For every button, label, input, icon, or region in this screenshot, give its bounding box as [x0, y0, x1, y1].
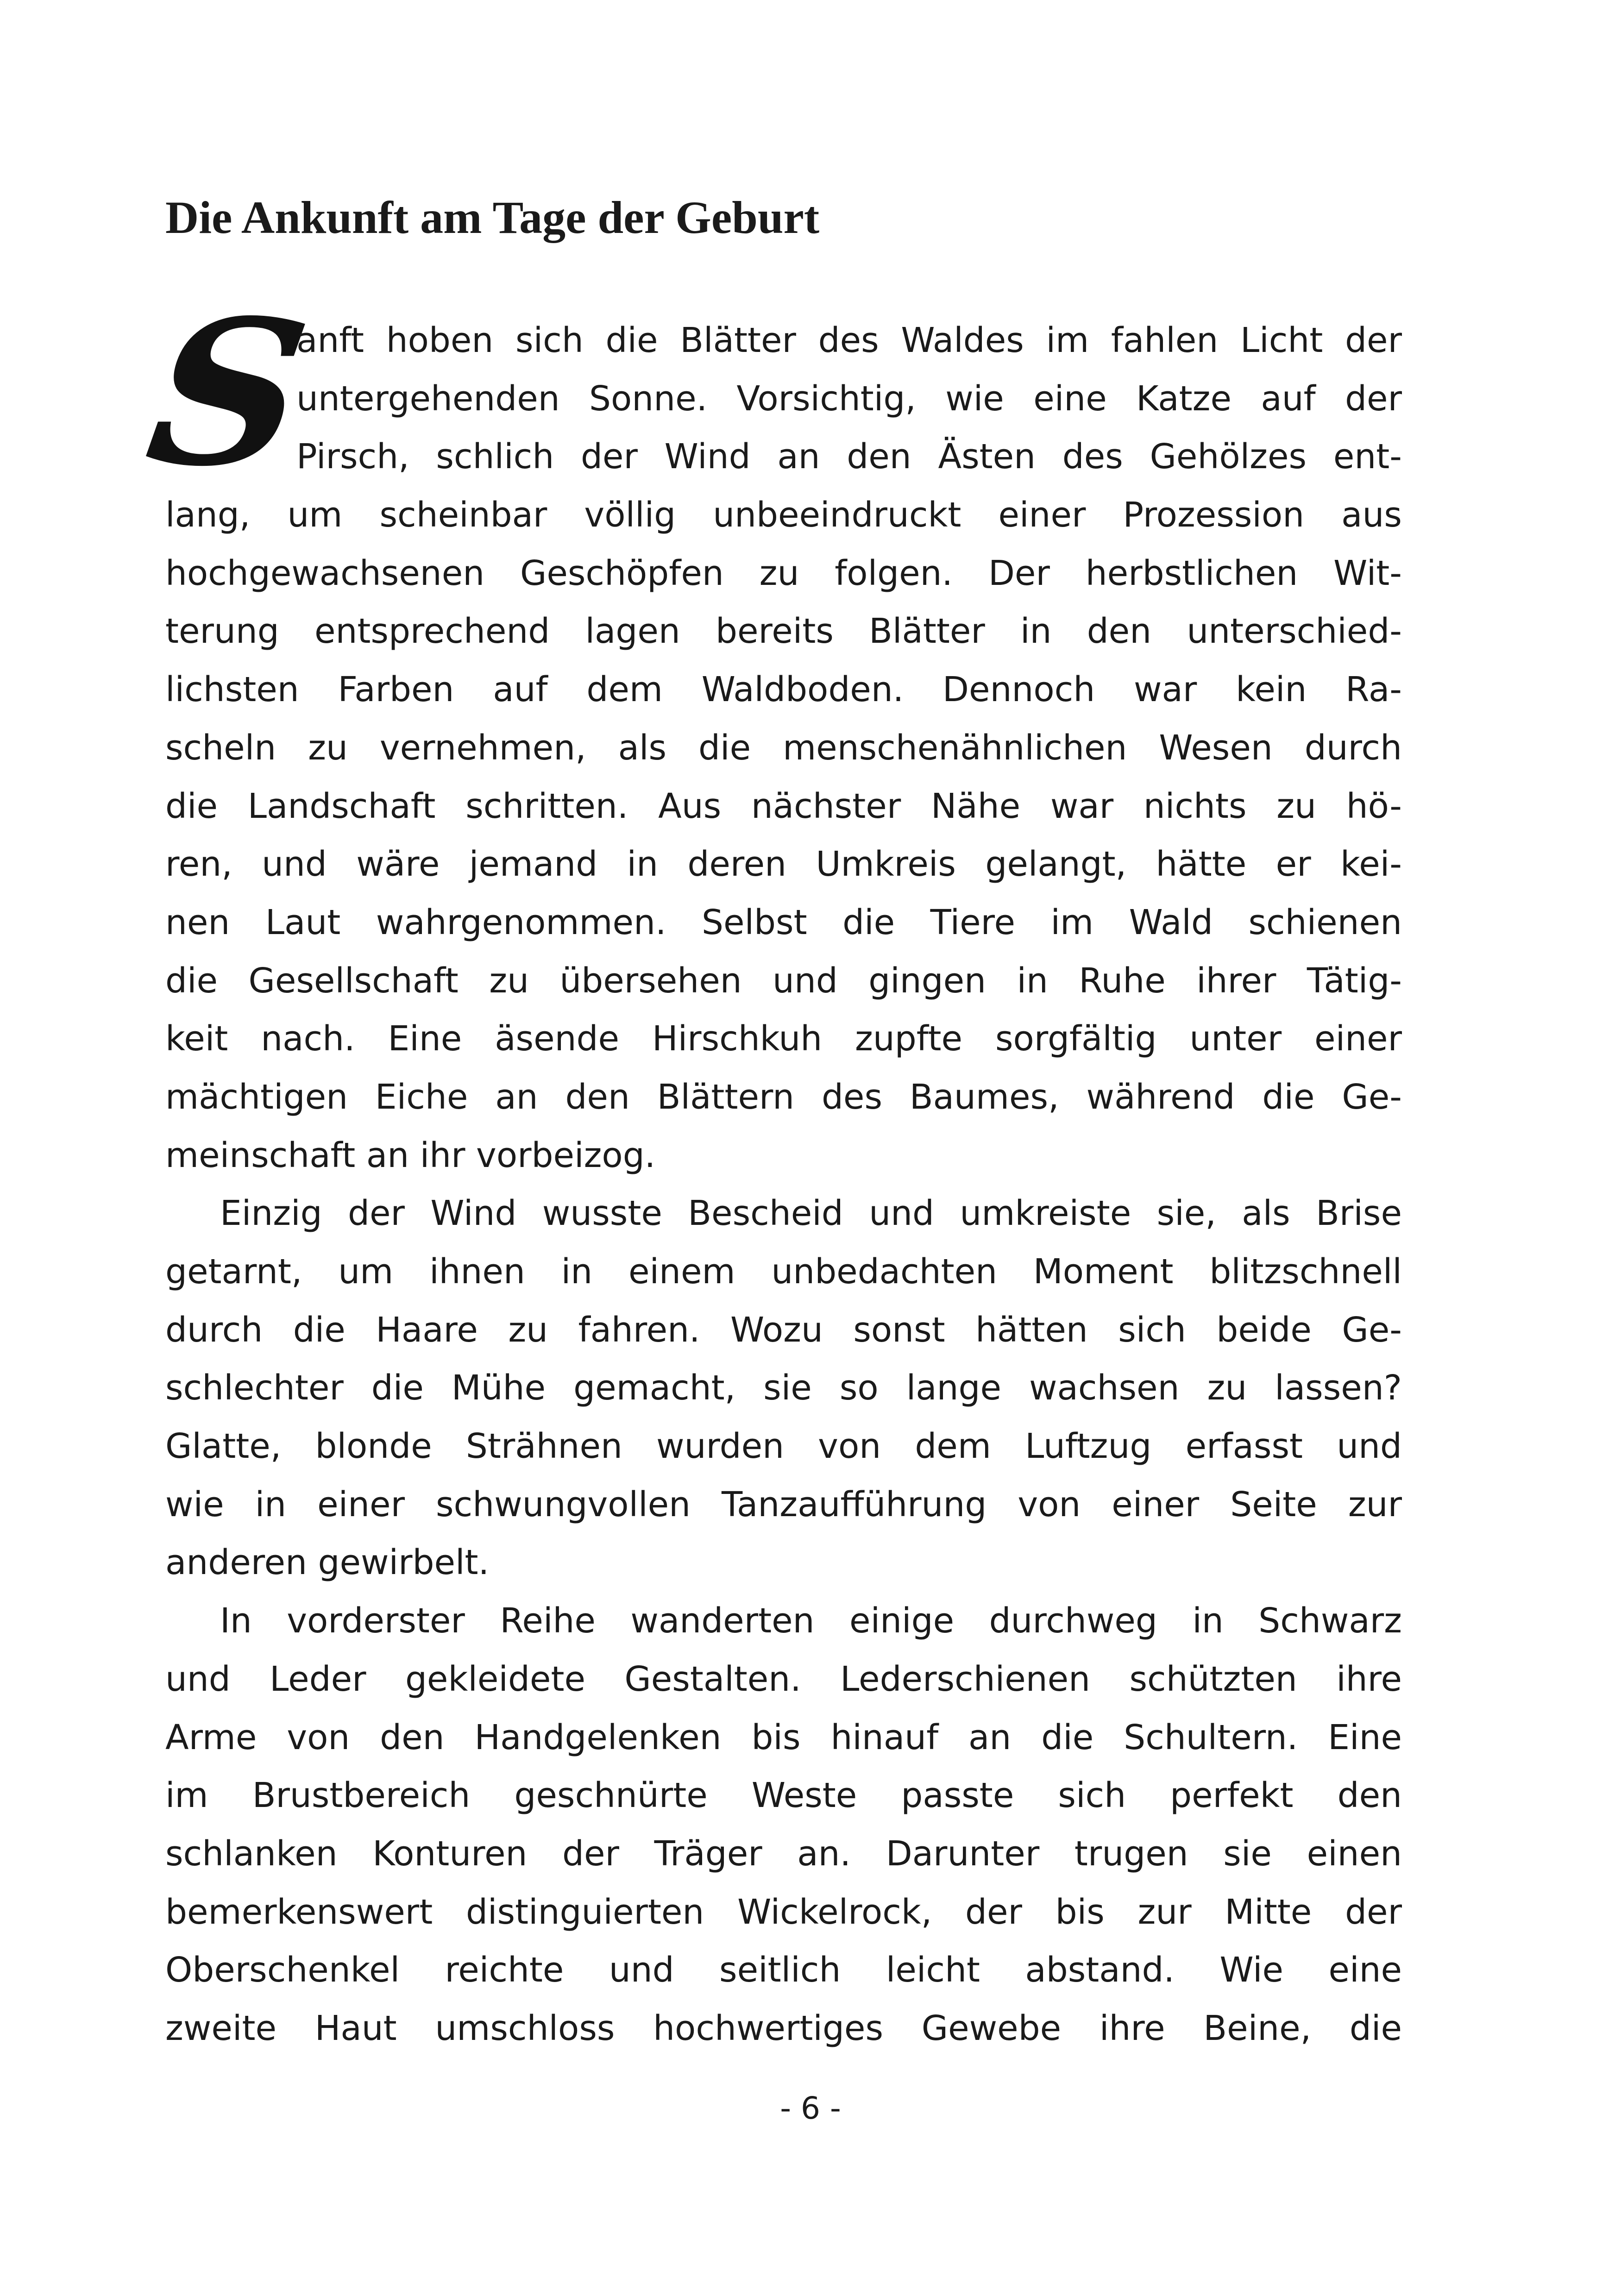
text-line: lang, um scheinbar völlig unbeeindruckt einer Prozession aus — [165, 495, 1402, 535]
drop-cap: S — [135, 276, 321, 510]
text-line: wie in einer schwungvollen Tanzaufführung von einer Seite zur — [165, 1484, 1402, 1524]
text-line: anderen gewirbelt. — [165, 1543, 490, 1583]
text-line: lichsten Farben auf dem Waldboden. Dennoch war kein Ra- — [165, 670, 1402, 710]
text-line: ren, und wäre jemand in deren Umkreis gelangt, hätte er kei- — [165, 844, 1402, 885]
text-line: getarnt, um ihnen in einem unbedachten Moment blitzschnell — [165, 1252, 1402, 1292]
text-line: Glatte, blonde Strähnen wurden von dem Luftzug erfasst und — [165, 1426, 1402, 1467]
text-line: meinschaft an ihr vorbeizog. — [165, 1135, 656, 1175]
chapter-title: Die Ankunft am Tage der Geburt — [165, 192, 820, 243]
text-line: bemerkenswert distinguierten Wickelrock, der bis zur Mitte der — [165, 1892, 1402, 1932]
text-line: durch die Haare zu fahren. Wozu sonst hätten sich beide Ge- — [165, 1310, 1402, 1350]
text-line: In vorderster Reihe wanderten einige durchweg in Schwarz — [220, 1601, 1402, 1641]
text-line: Einzig der Wind wusste Bescheid und umkreiste sie, als Brise — [220, 1193, 1402, 1234]
text-line: zweite Haut umschloss hochwertiges Gewebe ihre Beine, die — [165, 2008, 1402, 2048]
text-line: nen Laut wahrgenommen. Selbst die Tiere im Wald schienen — [165, 902, 1402, 942]
text-line: die Gesellschaft zu übersehen und gingen in Ruhe ihrer Tätig- — [165, 960, 1402, 1001]
page-number: - 6 - — [780, 2090, 841, 2126]
body-text — [165, 312, 1402, 2058]
text-line: die Landschaft schritten. Aus nächster Nähe war nichts zu hö- — [165, 786, 1402, 826]
text-line: scheln zu vernehmen, als die menschenähnlichen Wesen durch — [165, 728, 1402, 768]
text-line: terung entsprechend lagen bereits Blätter in den unterschied- — [165, 611, 1402, 652]
text-line: schlanken Konturen der Träger an. Darunter trugen sie einen — [165, 1833, 1402, 1874]
text-line: Oberschenkel reichte und seitlich leicht abstand. Wie eine — [165, 1950, 1402, 1990]
text-line: und Leder gekleidete Gestalten. Lederschienen schützten ihre — [165, 1659, 1402, 1699]
text-line: anft hoben sich die Blätter des Waldes im fahlen Licht der — [296, 320, 1402, 360]
text-line: im Brustbereich geschnürte Weste passte sich perfekt den — [165, 1775, 1402, 1816]
text-line: Arme von den Handgelenken bis hinauf an die Schultern. Eine — [165, 1717, 1402, 1757]
text-line: keit nach. Eine äsende Hirschkuh zupfte sorgfältig unter einer — [165, 1019, 1402, 1059]
text-line: Pirsch, schlich der Wind an den Ästen des Gehölzes ent- — [296, 437, 1402, 477]
text-line: untergehenden Sonne. Vorsichtig, wie eine Katze auf der — [296, 378, 1402, 419]
text-line: schlechter die Mühe gemacht, sie so lange wachsen zu lassen? — [165, 1368, 1402, 1408]
text-line: hochgewachsenen Geschöpfen zu folgen. Der herbstlichen Wit- — [165, 553, 1402, 593]
text-line: mächtigen Eiche an den Blättern des Baumes, während die Ge- — [165, 1077, 1402, 1117]
